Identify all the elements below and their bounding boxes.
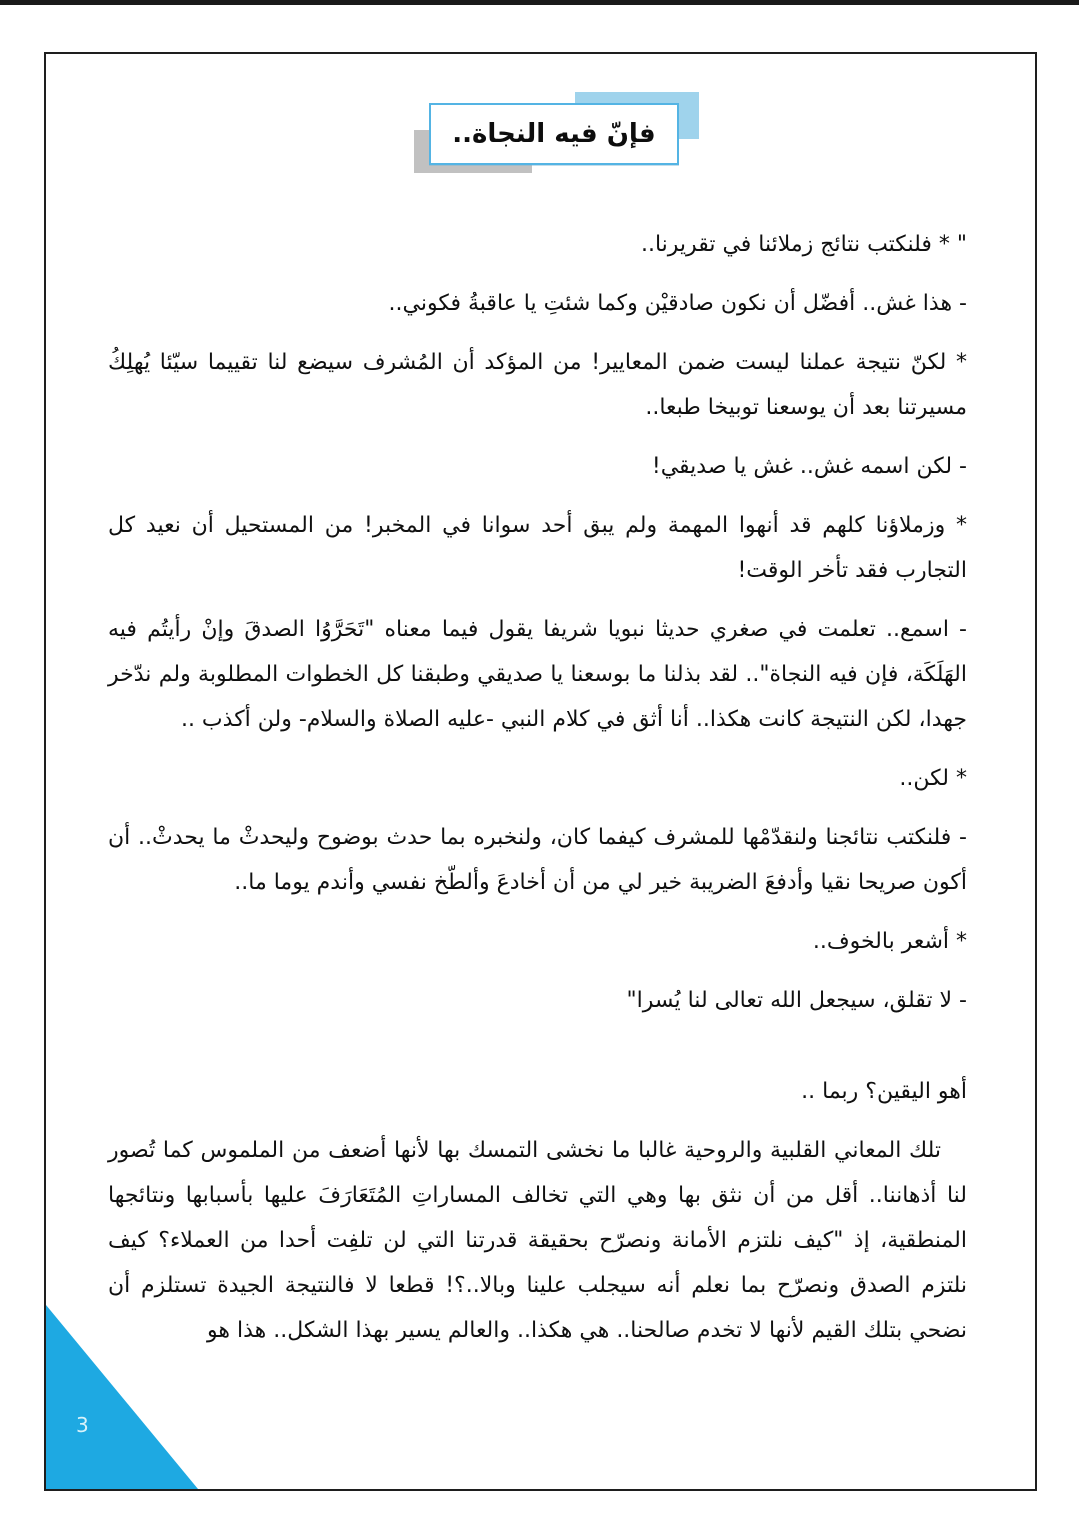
title-box <box>429 103 679 165</box>
paragraph-2: - هذا غش.. أفضّل أن نكون صادقيْن وكما شئتِ يا عاقبةُ فكوني.. <box>388 291 967 316</box>
paragraph-8: - فلنكتب نتائجنا ولنقدّمْها للمشرف كيفما كان، ولنخبره بما حدث بوضوح وليحدثْ ما يحدثْ.. أن أكون صريحا نقيا وأدفعَ الضريبة خير لي من أن أخادعَ وألطّخ نفسي وأندم يوما ما.. <box>108 825 967 895</box>
paragraph-9: * أشعر بالخوف.. <box>812 929 967 954</box>
page-title: فإنّ فيه النجاة.. <box>452 119 656 149</box>
paragraph-4: - لكن اسمه غش.. غش يا صديقي! <box>651 454 967 479</box>
paragraph-1: " * فلنكتب نتائج زملائنا في تقريرنا.. <box>640 232 967 257</box>
page-frame <box>44 52 1037 1491</box>
paragraph-12: تلك المعاني القلبية والروحية غالبا ما نخشى التمسك بها لأنها أضعف من الملموس كما تُصور لنا أذهاننا.. أقل من أن نثق بها وهي التي تخالف المساراتِ المُتَعَارَفَ عليها بأسبابها ونتائجها المنطقية، إذ "كيف نلتزم الأمانة ونصرّح بحقيقة قدرتنا التي لن تلفِت أحدا من العملاء؟ كيف نلتزم الصدق ونصرّح بما نعلم أنه سيجلب علينا وبالا..؟! قطعا لا فالنتيجة الجيدة تستلزم أن نضحي بتلك القيم لأنها لا تخدم صالحنا.. هي هكذا.. والعالم يسير بهذا الشكل.. هذا هو <box>108 1138 967 1343</box>
paragraph-11: أهو اليقين؟ ربما .. <box>801 1079 967 1104</box>
paragraph-10: - لا تقلق، سيجعل الله تعالى لنا يُسرا" <box>626 988 967 1013</box>
paragraph-7: * لكن.. <box>899 766 967 791</box>
page-number: 3 <box>76 1413 89 1437</box>
body-text <box>46 222 1035 1353</box>
paragraph-6: - اسمع.. تعلمت في صغري حديثا نبويا شريفا يقول فيما معناه "تَحَرَّوُا الصدقَ وإنْ رأيتُم فيه الهَلَكَة، فإن فيه النجاة".. لقد بذلنا ما بوسعنا يا صديقي وطبقنا كل الخطوات المطلوبة ولم ندّخر جهدا، لكن النتيجة كانت هكذا.. أنا أثق في كلام النبي -عليه الصلاة والسلام- ولن أكذب .. <box>108 617 967 732</box>
paragraph-3: * لكنّ نتيجة عملنا ليست ضمن المعايير! من المؤكد أن المُشرف سيضع لنا تقييما سيّئا يُهلِكُ مسيرتنا بعد أن يوسعنا توبيخا طبعا.. <box>108 350 967 420</box>
top-edge-strip <box>0 0 1079 5</box>
paragraph-5: * وزملاؤنا كلهم قد أنهوا المهمة ولم يبق أحد سوانا في المخبر! من المستحيل أن نعيد كل التجارب فقد تأخر الوقت! <box>108 513 967 583</box>
